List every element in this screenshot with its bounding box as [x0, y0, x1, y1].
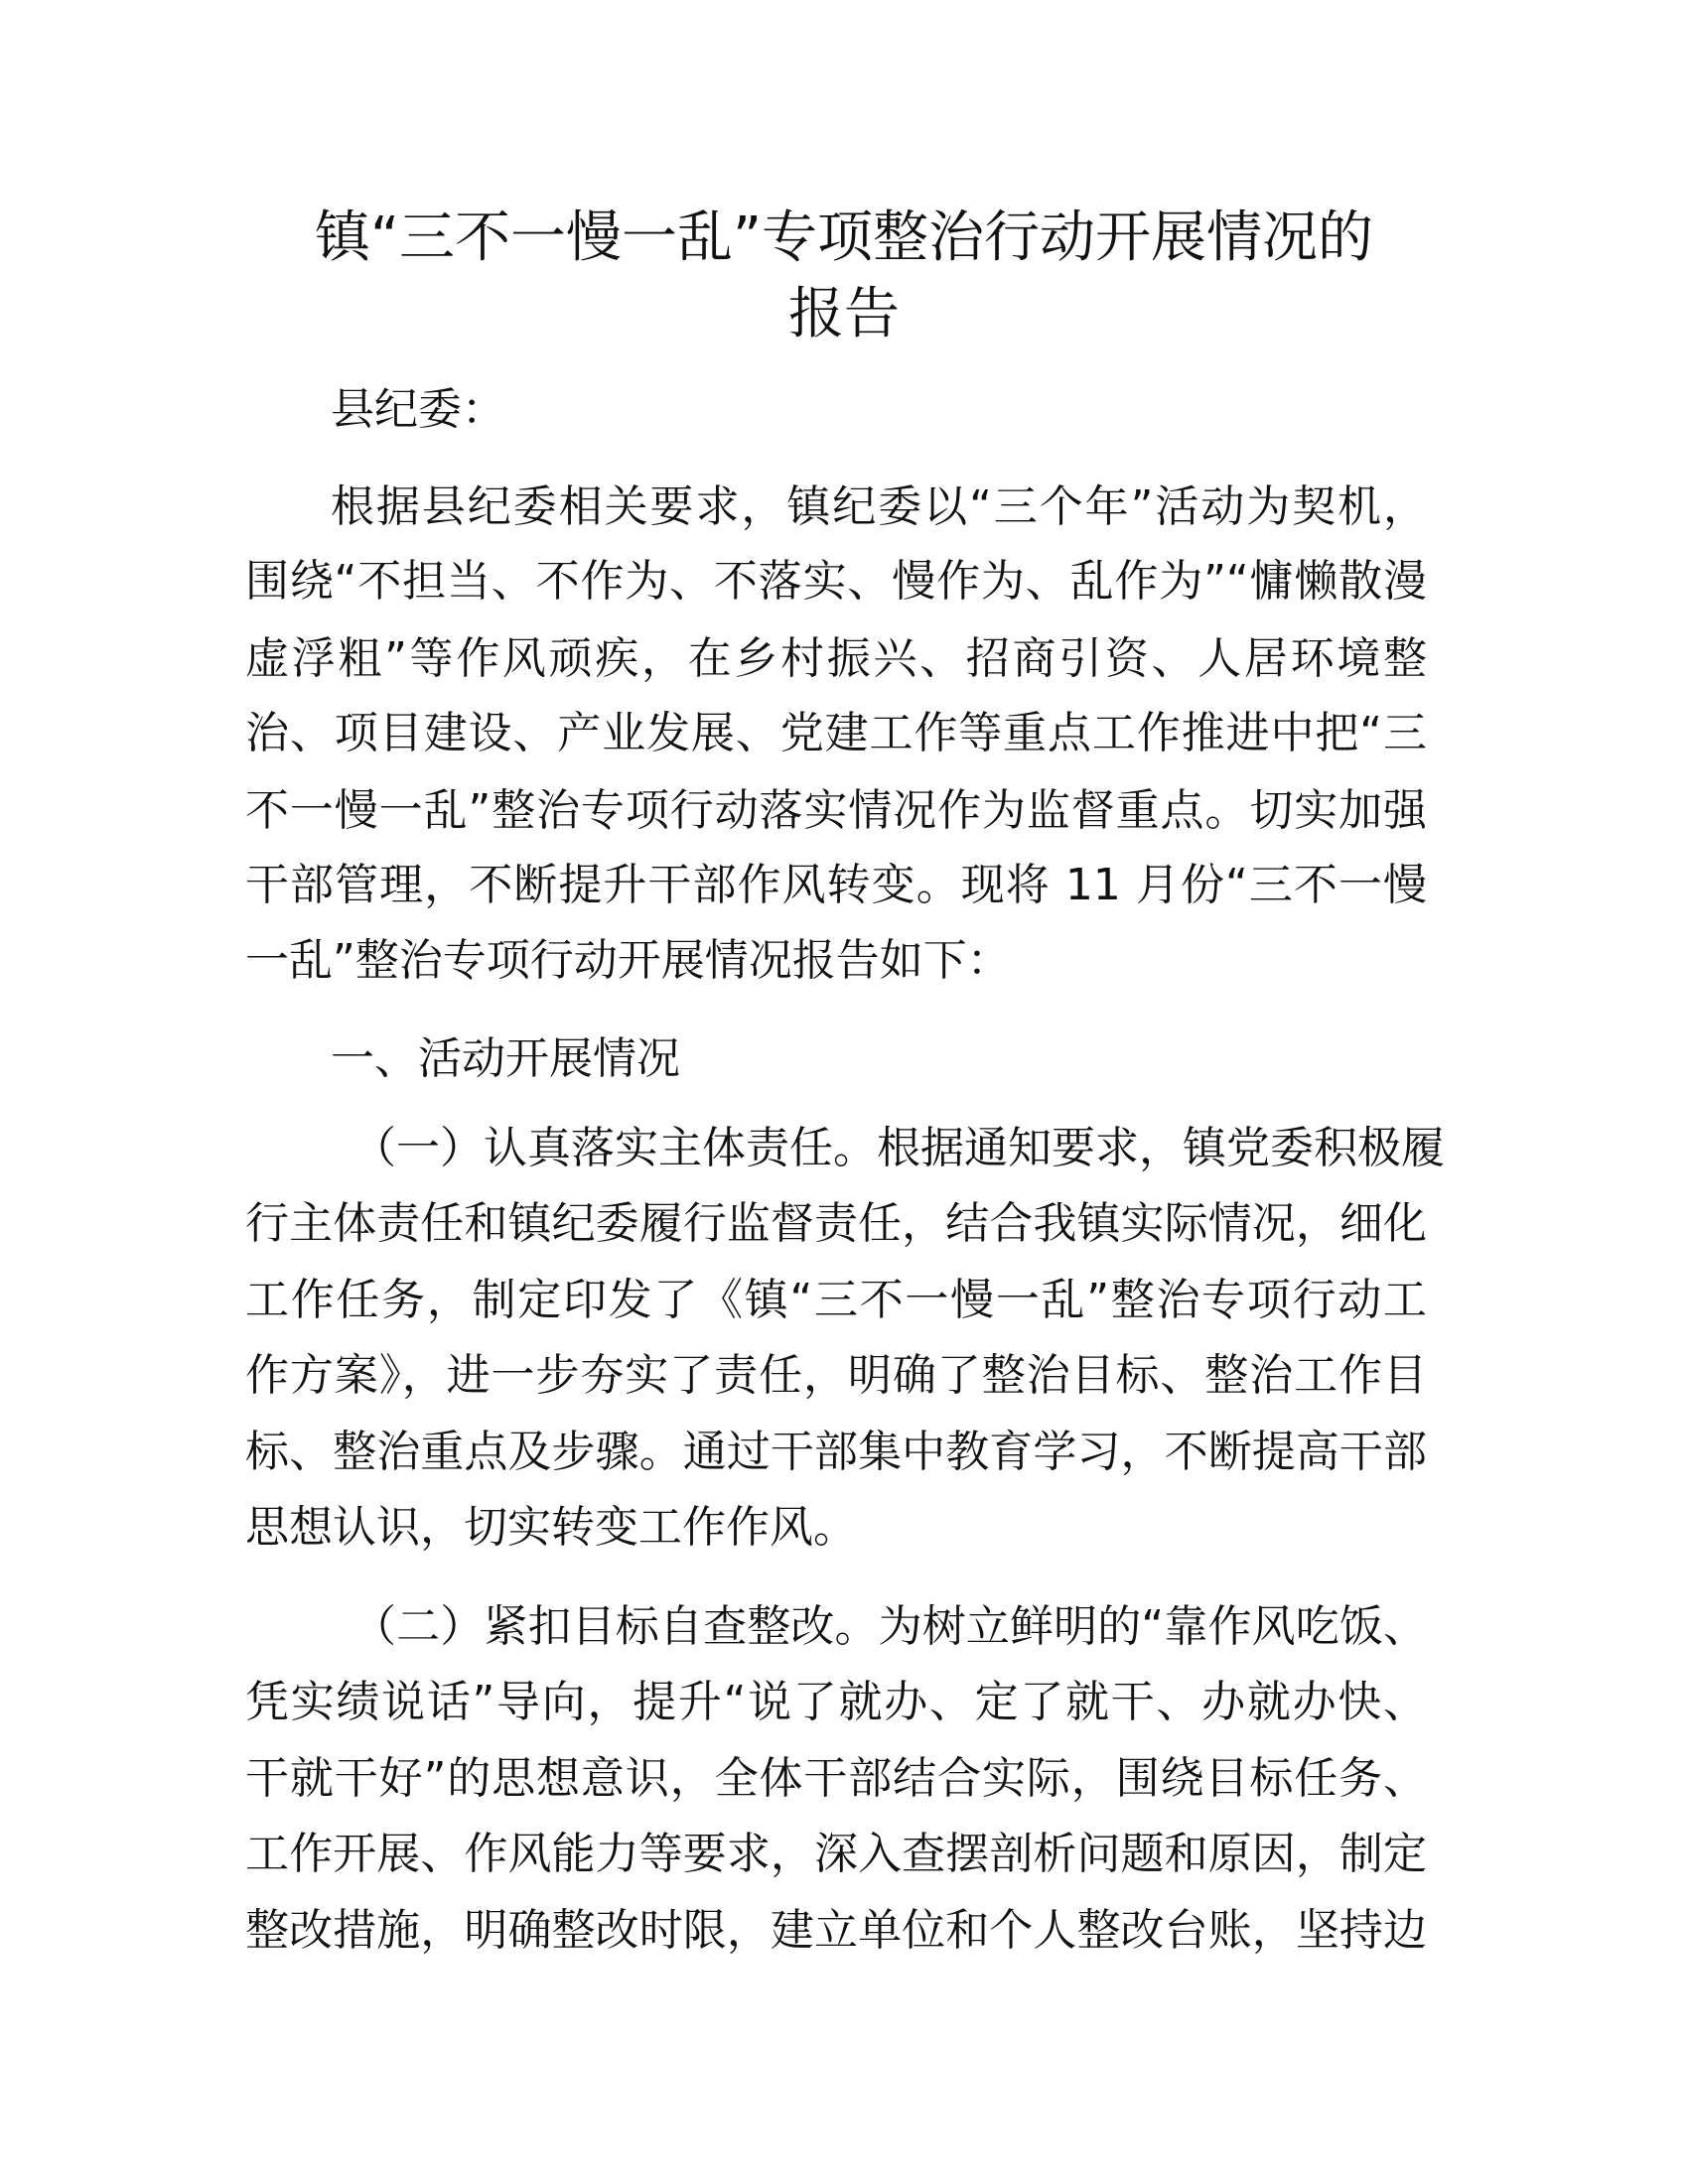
text-line: 整改措施，明确整改时限，建立单位和个人整改台账，坚持边	[245, 1905, 1427, 1956]
text-line: 作方案》，进一步夯实了责任，明确了整治目标、整治工作目	[245, 1350, 1427, 1401]
document-title-line-1: 镇“三不一慢一乱”专项整治行动开展情况的	[314, 205, 1374, 270]
text-line: 不一慢一乱”整治专项行动落实情况作为监督重点。切实加强	[245, 785, 1427, 836]
text-line: （二）紧扣目标自查整改。为树立鲜明的“靠作风吃饭、	[352, 1601, 1427, 1652]
document-title-line-2: 报告	[788, 282, 900, 346]
text-line: 思想认识，切实转变工作作风。	[245, 1502, 857, 1553]
text-line: 标、整治重点及步骤。通过干部集中教育学习，不断提高干部	[245, 1427, 1427, 1477]
text-line: 工作任务，制定印发了《镇“三不一慢一乱”整治专项行动工	[245, 1275, 1427, 1325]
text-line: 围绕“不担当、不作为、不落实、慢作为、乱作为”“慵懒散漫	[245, 556, 1427, 607]
text-line: （一）认真落实主体责任。根据通知要求，镇党委积极履	[352, 1123, 1445, 1173]
text-line: 治、项目建设、产业发展、党建工作等重点工作推进中把“三	[245, 708, 1427, 758]
section-heading: 一、活动开展情况	[331, 1033, 680, 1084]
text-line: 一乱”整治专项行动开展情况报告如下：	[245, 935, 1011, 986]
text-line: 行主体责任和镇纪委履行监督责任，结合我镇实际情况，细化	[245, 1198, 1427, 1249]
text-line: 凭实绩说话”导向，提升“说了就办、定了就干、办就办快、	[245, 1677, 1427, 1727]
salutation: 县纪委：	[331, 384, 505, 435]
text-line: 虚浮粗”等作风顽疾，在乡村振兴、招商引资、人居环境整	[245, 633, 1427, 684]
text-line: 干部管理，不断提升干部作风转变。现将 11 月份“三不一慢	[245, 860, 1427, 910]
text-line: 根据县纪委相关要求，镇纪委以“三个年”活动为契机，	[331, 481, 1427, 532]
text-line: 工作开展、作风能力等要求，深入查摆剖析问题和原因，制定	[245, 1829, 1427, 1879]
text-line: 干就干好”的思想意识，全体干部结合实际，围绕目标任务、	[245, 1753, 1427, 1804]
